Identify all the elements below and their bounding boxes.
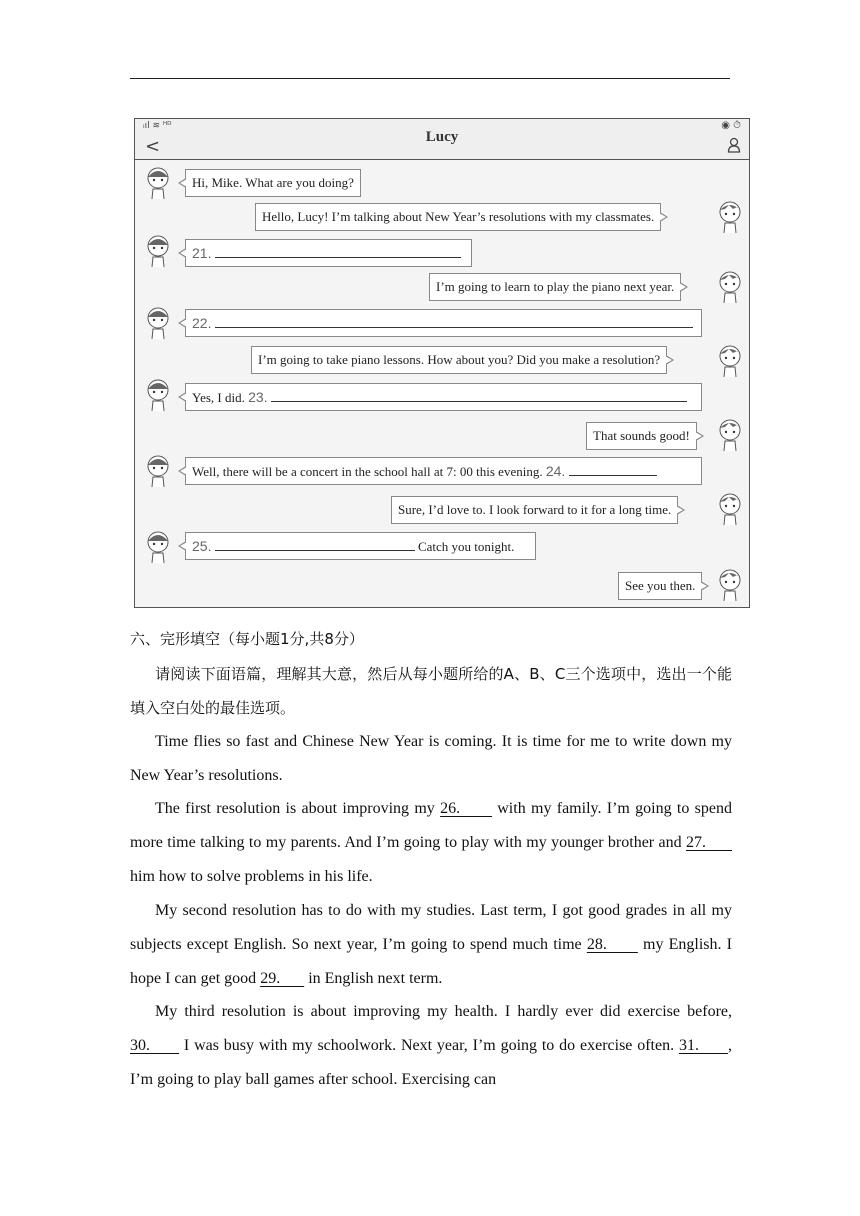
boy-avatar-icon <box>715 269 745 305</box>
answer-blank[interactable] <box>215 311 693 328</box>
answer-blank[interactable] <box>215 241 461 258</box>
blank-29[interactable]: 29. <box>260 969 305 987</box>
girl-avatar-icon <box>143 377 173 413</box>
chat-bubble-mike: Hello, Lucy! I’m talking about New Year’s resolutions with my classmates. <box>255 203 661 231</box>
answer-blank[interactable] <box>569 459 657 476</box>
girl-avatar-icon <box>143 165 173 201</box>
chat-screenshot <box>134 118 750 608</box>
chat-bubble-mike: Sure, I’d love to. I look forward to it for a long time. <box>391 496 678 524</box>
answer-blank[interactable] <box>271 385 687 402</box>
girl-avatar-icon <box>143 453 173 489</box>
blank-27[interactable]: 27. <box>686 833 732 851</box>
question-number: 23. <box>248 389 268 405</box>
girl-avatar-icon <box>143 529 173 565</box>
girl-avatar-icon <box>143 233 173 269</box>
question-number: 25. <box>192 538 212 554</box>
blank-28[interactable]: 28. <box>586 935 638 953</box>
chat-bubble-mike: I’m going to learn to play the piano next year. <box>429 273 681 301</box>
boy-avatar-icon <box>715 567 745 603</box>
instruction-paragraph: 请阅读下面语篇，理解其大意，然后从每小题所给的A、B、C三个选项中，选出一个能填入空白处的最佳选项。 <box>130 665 732 717</box>
contact-name: Lucy <box>425 129 459 145</box>
chat-bubble-lucy: Hi, Mike. What are you doing? <box>185 169 361 197</box>
passage-paragraph-4: My third resolution is about improving my health. I hardly ever did exercise before, 30. I was busy with my schoolwork. Next year, I’m going to do exercise often. 31. , I’m going to play ball games after school. Exercising can <box>130 1003 733 1088</box>
question-number: 24. <box>545 463 566 479</box>
passage-paragraph-3: My second resolution has to do with my studies. Last term, I got good grades in all my subjects except English. So next year, I’m going to spend much time 28. my English. I hope I can get good 29. in English next term. <box>130 902 732 987</box>
section-title: 六、完形填空（每小题1分,共8分） <box>130 630 364 648</box>
boy-avatar-icon <box>715 343 745 379</box>
chat-bubble-lucy-blank: Yes, I did. 23. <box>185 383 702 411</box>
answer-blank[interactable] <box>215 534 415 551</box>
chat-bubble-lucy-blank <box>185 239 472 267</box>
chat-bubble-lucy-blank: 25. Catch you tonight. <box>185 532 536 560</box>
passage-paragraph-2: The first resolution is about improving my 26. with my family. I’m going to spend more time talking to my parents. And I’m going to play with my younger brother and 27. him how to solve problems in his life. <box>130 800 733 885</box>
blank-26[interactable]: 26. <box>440 800 492 817</box>
chat-bubble-mike: That sounds good! <box>586 422 697 450</box>
chat-header <box>135 119 749 160</box>
status-bar-right: ◉ ⏱ <box>721 120 741 131</box>
header-rule <box>130 78 730 79</box>
blank-30[interactable]: 30. <box>130 1036 180 1054</box>
question-number: 22. <box>192 315 212 331</box>
chat-bubble-lucy-blank <box>185 309 702 337</box>
boy-avatar-icon <box>715 199 745 235</box>
chat-bubble-mike: I’m going to take piano lessons. How about you? Did you make a resolution? <box>251 346 667 374</box>
question-number: 21. <box>192 245 212 261</box>
blank-31[interactable]: 31. <box>678 1036 729 1054</box>
girl-avatar-icon <box>143 305 173 341</box>
chat-bubble-lucy-blank: Well, there will be a concert in the school hall at 7: 00 this evening. 24. <box>185 457 702 485</box>
back-icon[interactable]: < <box>145 136 161 157</box>
boy-avatar-icon <box>715 491 745 527</box>
chat-bubble-mike: See you then. <box>618 572 702 600</box>
passage-paragraph-1: Time flies so fast and Chinese New Year is coming. It is time for me to write down my New Year’s resolutions. <box>130 733 732 784</box>
boy-avatar-icon <box>715 417 745 453</box>
status-bar-left: ᵢıl ≋ ᴴᴰ <box>143 121 172 131</box>
person-icon[interactable] <box>727 137 741 153</box>
